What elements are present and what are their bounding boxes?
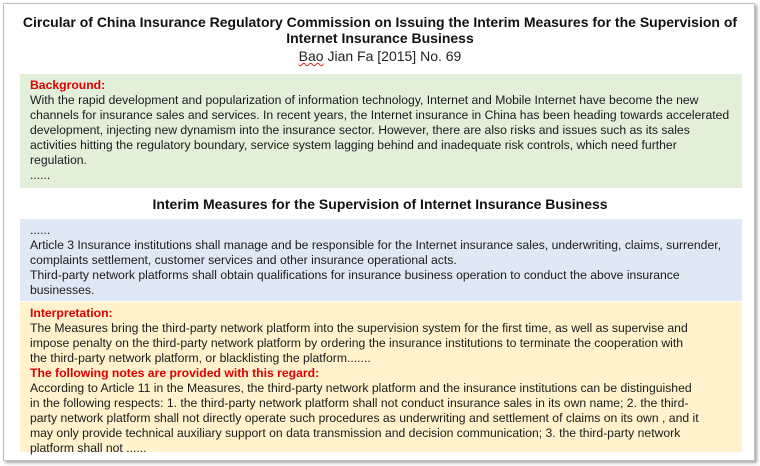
document-title	[4, 14, 756, 46]
interpretation-heading: Interpretation:	[30, 306, 113, 320]
notes-line: in the following respects: 1. the third-party network platform shall not conduct insurance sales in its own name; 2. the third-	[30, 396, 689, 410]
notes-line: party network platform shall not directly operate such procedures as underwriting and settlement of claims on its own , and it	[30, 411, 699, 425]
background-heading: Background:	[30, 78, 106, 92]
measures-line: ......	[30, 223, 51, 237]
document-page	[3, 3, 755, 461]
measures-line: complaints settlement, customer services and other insurance operational acts.	[30, 253, 457, 267]
measures-section	[20, 219, 742, 301]
reference-rest: Jian Fa [2015] No. 69	[323, 48, 462, 64]
background-line: activities hitting the regulatory boundary, service system lagging behind and inadequate risk controls, which need further	[30, 138, 677, 152]
document-title-line-1: Circular of China Insurance Regulatory Commission on Issuing the Interim Measures for the Supervision of	[22, 14, 738, 30]
background-line: ......	[30, 168, 51, 182]
interpretation-section	[20, 302, 742, 455]
background-line: channels for insurance sales and services. In recent years, the Internet insurance in China has been heading towards accelerated	[30, 108, 730, 122]
notes-line: According to Article 11 in the Measures, the third-party network platform and the insurance institutions can be distinguished	[30, 381, 692, 395]
reference-prefix: Bao	[298, 48, 324, 64]
notes-line: may only provide technical auxiliary support on data transmission and decision communication; 3. the third-party network	[30, 426, 681, 440]
interpretation-line: The Measures bring the third-party network platform into the supervision system for the first time, as well as supervise and	[30, 321, 688, 335]
measures-title: Interim Measures for the Supervision of Internet Insurance Business	[152, 196, 608, 212]
measures-line: businesses.	[30, 283, 95, 297]
document-reference-number	[4, 48, 756, 64]
background-section	[20, 74, 742, 188]
background-line: With the rapid development and popularization of information technology, Internet and Mobile Internet have become the new	[30, 93, 699, 107]
document-title-line-2: Internet Insurance Business	[286, 30, 474, 46]
interpretation-line: impose penalty on the third-party network platform by ordering the insurance institutions to terminate the cooperation with	[30, 336, 684, 350]
interpretation-line: the third-party network platform, or blacklisting the platform.......	[30, 351, 371, 365]
notes-heading: The following notes are provided with this regard:	[30, 366, 320, 380]
measures-line: Article 3 Insurance institutions shall manage and be responsible for the Internet insurance sales, underwriting, claims, surrender,	[30, 238, 721, 252]
notes-line: platform shall not ......	[30, 441, 147, 455]
background-line: development, injecting new dynamism into the insurance sector. However, there are also risks and issues such as its sales	[30, 123, 690, 137]
background-line: regulation.	[30, 153, 87, 167]
measures-line: Third-party network platforms shall obtain qualifications for insurance business operation to conduct the above insurance	[30, 268, 680, 282]
